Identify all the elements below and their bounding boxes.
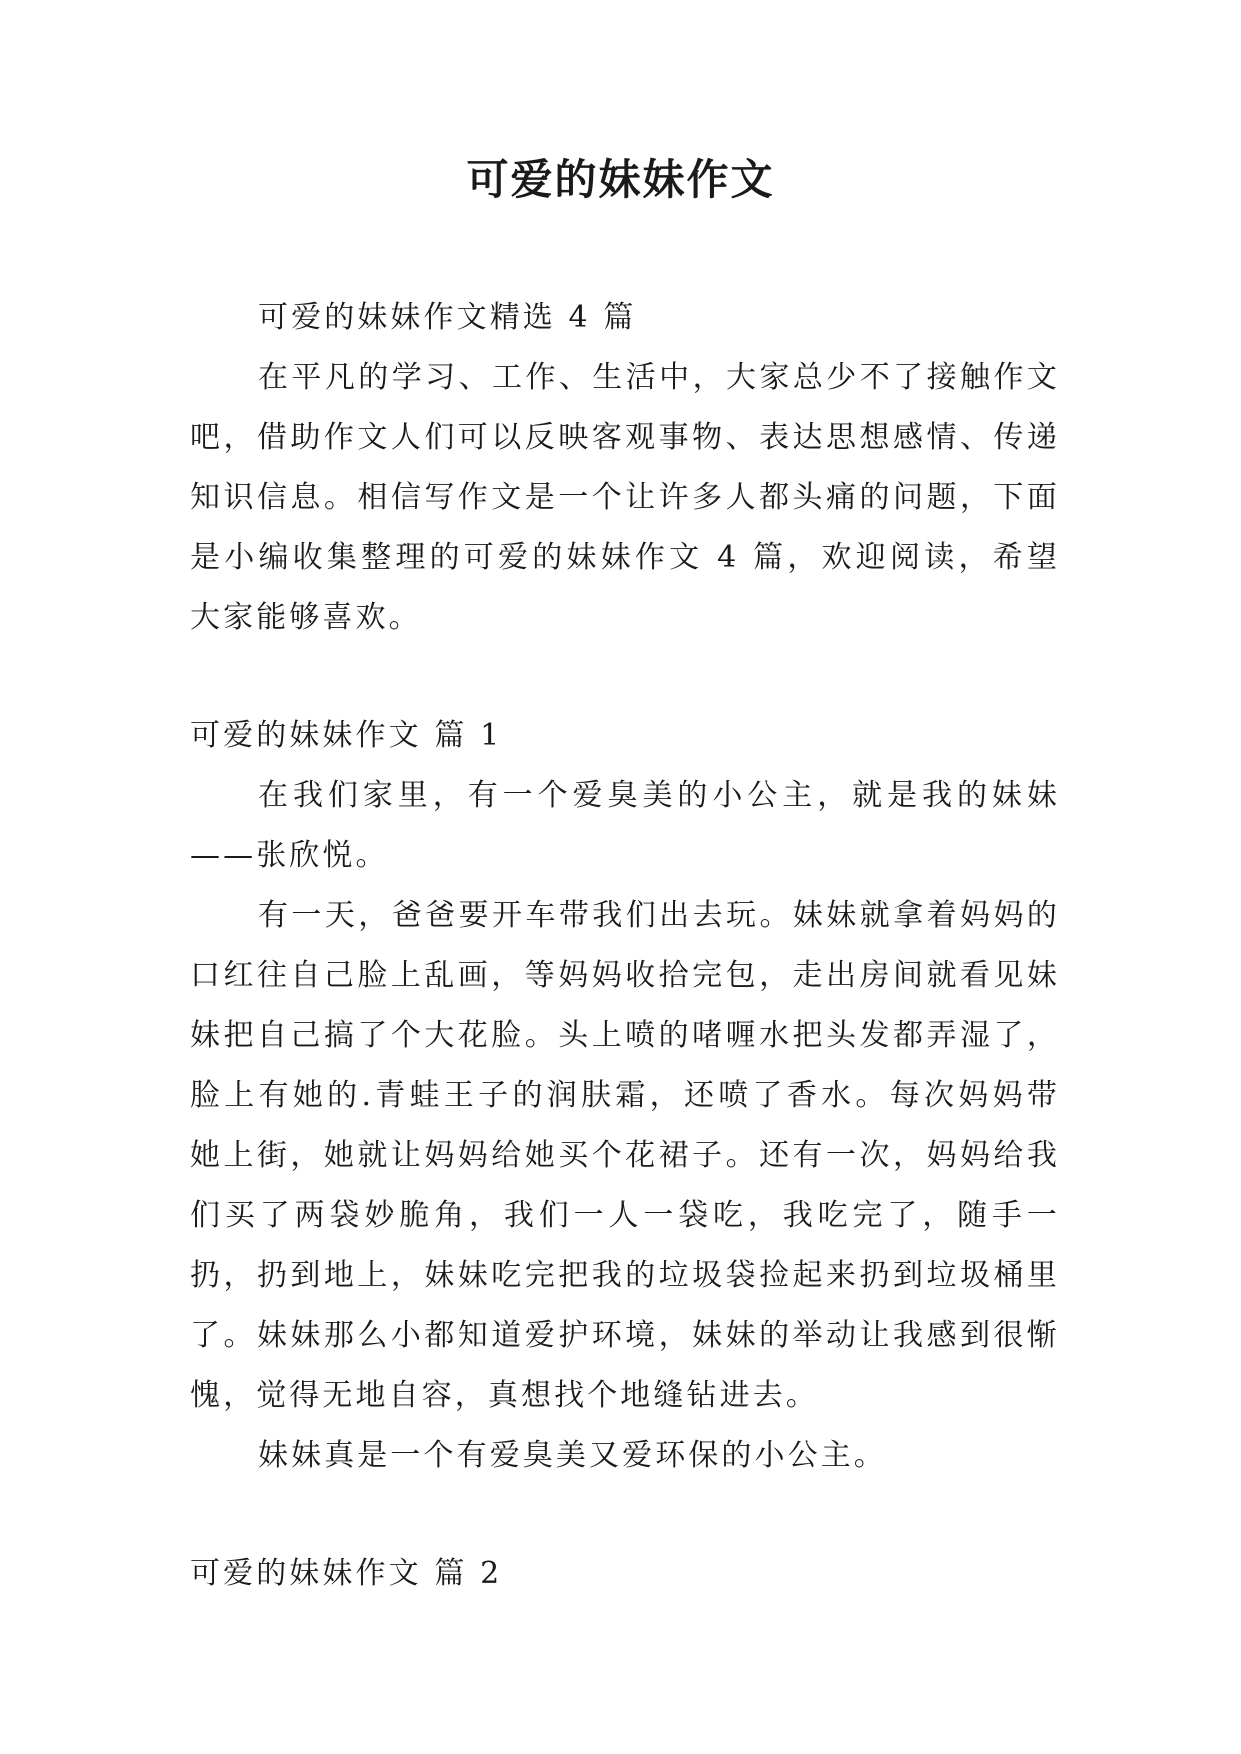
section-gap [190,648,1060,706]
intro-heading: 可爱的妹妹作文精选 4 篇 [258,300,637,335]
essay-1-paragraph-2: 有一天，爸爸要开车带我们出去玩。妹妹就拿着妈妈的口红往自己脸上乱画，等妈妈收拾完包，走出房间就看见妹妹把自己搞了个大花脸。头上喷的啫喱水把头发都弄湿了，脸上有她的.青蛙王子的润肤霜，还喷了香水。每次妈妈带她上街，她就让妈妈给她买个花裙子。还有一次，妈妈给我们买了两袋妙脆角，我们一人一袋吃，我吃完了，随手一扔，扔到地上，妹妹吃完把我的垃圾袋捡起来扔到垃圾桶里了。妹妹那么小都知道爱护环境，妹妹的举动让我感到很惭愧，觉得无地自容，真想找个地缝钻进去。 [190,898,1060,1413]
intro-paragraph: 在平凡的学习、工作、生活中，大家总少不了接触作文吧，借助作文人们可以反映客观事物、表达思想感情、传递知识信息。相信写作文是一个让许多人都头痛的问题，下面是小编收集整理的可爱的妹妹作文 4 篇，欢迎阅读，希望大家能够喜欢。 [190,360,1060,635]
document-title: 可爱的妹妹作文 [466,155,775,204]
document-body [190,288,1060,1604]
essay-1-paragraph-1: 在我们家里，有一个爱臭美的小公主，就是我的妹妹——张欣悦。 [190,778,1060,873]
essay-2-heading: 可爱的妹妹作文 篇 2 [190,1556,503,1591]
essay-1-heading: 可爱的妹妹作文 篇 1 [190,718,503,753]
section-gap [190,1486,1060,1544]
essay-1-paragraph-3: 妹妹真是一个有爱臭美又爱环保的小公主。 [258,1438,887,1473]
